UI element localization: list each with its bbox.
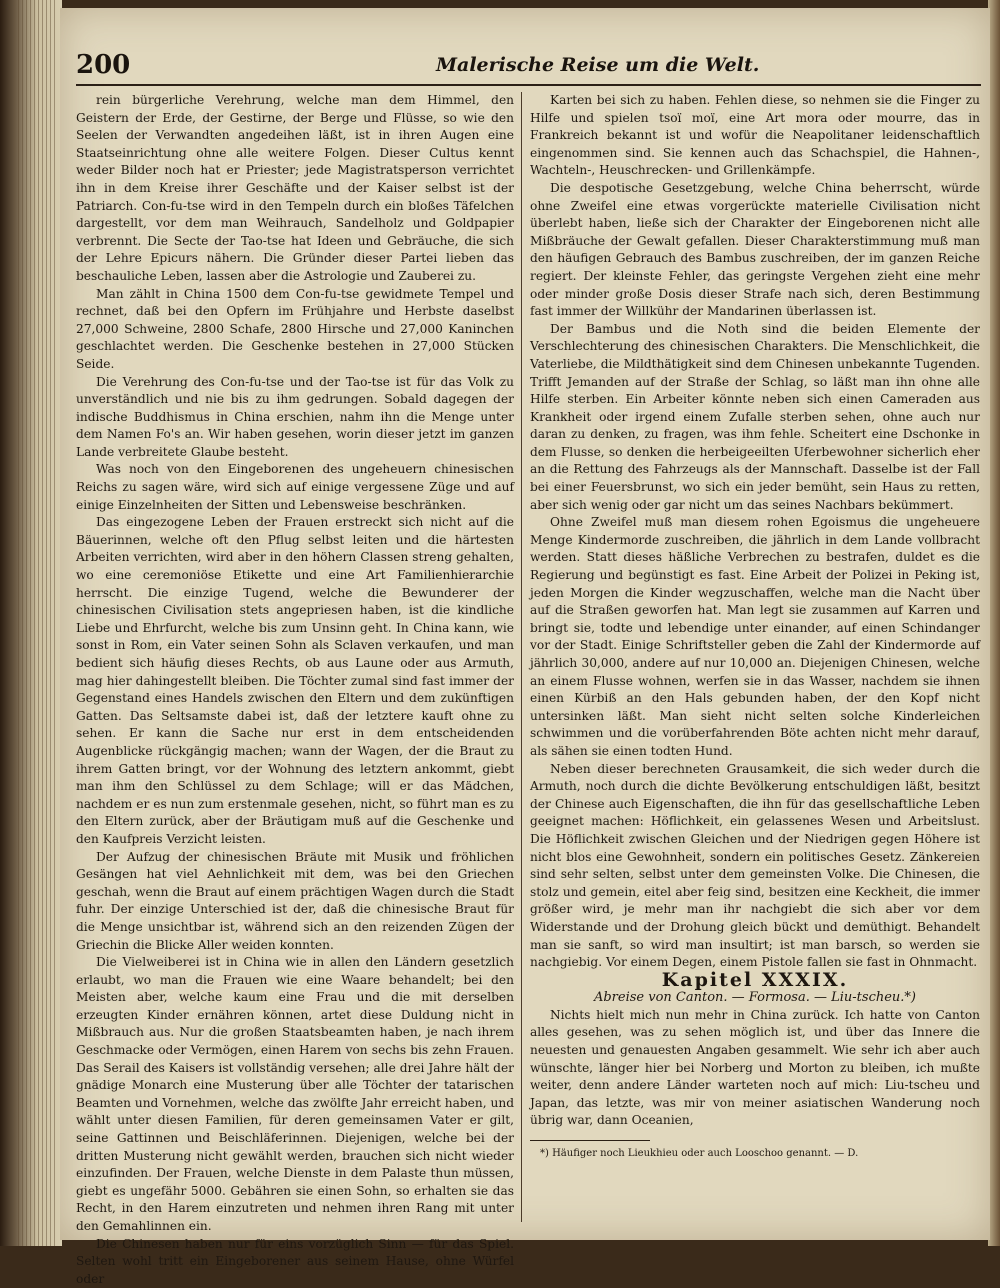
paragraph: Was noch von den Eingeborenen des ungeheuern chinesischen Reichs zu sagen wäre, wird sich auf einige vergessene Züge und auf einige Einzelnheiten der Sitten und Lebensweise beschränken.	[76, 462, 514, 512]
running-title: Malerische Reise um die Welt.	[436, 54, 760, 76]
paragraph: Neben dieser berechneten Grausamkeit, die sich weder durch die Armuth, noch durch die dichte Bevölkerung entschuldigen läßt, besitzt der Chinese auch Eigenschaften, die ihn für das gesellschaftliche Leben geeignet machen: Höflichkeit, ein gelassenes Wesen und Arbeitslust. Die Höflichkeit zwischen Gleichen und der Niedrigen gegen Höhere ist nicht blos eine Gewohnheit, sondern ein politisches Gesetz. Zänkereien sind sehr selten, selbst unter dem gemeinsten Volke. Die Chinesen, die stolz und gemein, eitel aber feig sind, besitzen eine Keckheit, die immer größer wird, je mehr man ihr nachgiebt die sich aber vor dem Widerstande und der Drohung gleich bückt und demüthigt. Behandelt man sie sanft, so wird man insultirt; ist man barsch, so werden sie nachgiebig. Vor einem Degen, einem Pistole fallen sie fast in Ohnmacht.	[530, 761, 980, 970]
paragraph: Die Verehrung des Con-fu-tse und der Tao-tse ist für das Volk zu unverständlich und nie bis zu ihm gedrungen. Sobald dagegen der indische Buddhismus in China erschien, nahm ihn die Menge unter dem Namen Fo's an. Wir haben gesehen, worin dieser jetzt im ganzen Lande verbreitete Glaube besteht.	[76, 374, 514, 459]
paragraph: Die Vielweiberei ist in China wie in allen den Ländern gesetzlich erlaubt, wo man die Frauen wie eine Waare behandelt; bei den Meisten aber, welche kaum eine Frau und die mit derselben erzeugten Kinder ernähren können, artet diese Duldung nicht in Mißbrauch aus. Nur die großen Staatsbeamten haben, je nach ihrem Geschmacke oder Vermögen, einen Harem von sechs bis zehn Frauen. Das Serail des Kaisers ist vollständig versehen; alle drei Jahre hält der gnädige Monarch eine Musterung über alle Töchter der tatarischen Beamten und Vornehmen, welche das zwölfte Jahr erreicht haben, und wählt unter diesen Familien, für deren gemeinsamen Vater er gilt, seine Gattinnen und Beischläferinnen. Diejenigen, welche bei der dritten Musterung nicht gewählt werden, brauchen sich nicht wieder einzufinden. Der Frauen, welche Dienste in dem Palaste thun müssen, giebt es ungefähr 5000. Gebähren sie einen Sohn, so erhalten sie das Recht, in den Harem einzutreten und nehmen ihren Rang mit unter den Gemahlinnen ein.	[76, 955, 514, 1233]
left-column	[76, 92, 514, 1286]
paragraph: Man zählt in China 1500 dem Con-fu-tse gewidmete Tempel und rechnet, daß bei den Opfern im Frühjahre und Herbste daselbst 27,000 Schweine, 2800 Schafe, 2800 Hirsche und 27,000 Kaninchen geschlachtet werden. Die Geschenke bestehen in 27,000 Stücken Seide.	[76, 286, 514, 371]
page-header	[76, 50, 981, 84]
paragraph: Die despotische Gesetzgebung, welche China beherrscht, würde ohne Zweifel eine etwas vorgerückte materielle Civilisation nicht überlebt haben, ließe sich der Charakter der Eingeborenen nicht alle Mißbräuche der Gewalt gefallen. Dieser Charakterstimmung muß man den häufigen Gebrauch des Bambus zuschreiben, der im ganzen Reiche regiert. Der kleinste Fehler, das geringste Vergehen zieht eine mehr oder minder große Dosis dieser Strafe nach sich, deren Bestimmung fast immer der Willkühr der Mandarinen überlassen ist.	[530, 180, 980, 319]
paragraph: Die Chinesen haben nur für eins vorzüglich Sinn — für das Spiel. Selten wohl tritt ein Eingeborener aus seinem Hause, ohne Würfel oder	[76, 1236, 514, 1286]
paragraph: Nichts hielt mich nun mehr in China zurück. Ich hatte von Canton alles gesehen, was zu sehen möglich ist, und über das Innere die neuesten und genauesten Angaben gesammelt. Wie sehr ich aber auch wünschte, länger hier bei Norberg und Morton zu bleiben, ich mußte weiter, denn andere Länder warteten noch auf mich: Liu-tscheu und Japan, das letzte, was mir von meiner asiatischen Wanderung noch übrig war, dann Oceanien,	[530, 1007, 980, 1128]
paragraph: Ohne Zweifel muß man diesem rohen Egoismus die ungeheuere Menge Kindermorde zuschreiben, die jährlich in dem Lande vollbracht werden. Statt dieses häßliche Verbrechen zu bestrafen, duldet es die Regierung und begünstigt es fast. Eine Arbeit der Polizei in Peking ist, jeden Morgen die Kinder wegzuschaffen, welche man die Nacht über auf die Straßen geworfen hat. Man legt sie zusammen auf Karren und bringt sie, todte und lebendige unter einander, auf einen Schindanger vor der Stadt. Einige Schriftsteller geben die Zahl der Kindermorde auf jährlich 30,000, andere auf nur 10,000 an. Diejenigen Chinesen, welche an einem Flusse wohnen, werfen sie in das Wasser, nachdem sie ihnen einen Kürbiß an den Hals gebunden haben, der den Kopf nicht untersinken läßt. Man sieht nicht selten solche Kinderleichen schwimmen und die vorüberfahrenden Böte achten nicht mehr darauf, als sähen sie einen todten Hund.	[530, 515, 980, 758]
paragraph: Das eingezogene Leben der Frauen erstreckt sich nicht auf die Bäuerinnen, welche oft den Pflug selbst leiten und die härtesten Arbeiten verrichten, wird aber in den höhern Classen streng gehalten, wo eine ceremoniöse Etikette und eine Art Familienhierarchie herrscht. Die einzige Tugend, welche die Bewunderer der chinesischen Civilisation stets angepriesen haben, ist die kindliche Liebe und Ehrfurcht, welche bis zum Unsinn geht. In China kann, wie sonst in Rom, ein Vater seinen Sohn als Sclaven verkaufen, und man bedient sich häufig dieses Rechts, ob aus Laune oder aus Armuth, mag hier dahingestellt bleiben. Die Töchter zumal sind fast immer der Gegenstand eines Handels zwischen den Eltern und dem zukünftigen Gatten. Das Seltsamste dabei ist, daß der letztere kauft ohne zu sehen. Er kann die Sache nur erst in dem entscheidenden Augenblicke rückgängig machen; wann der Wagen, der die Braut zu ihrem Gatten bringt, vor der Wohnung des letztern ankommt, giebt man ihm den Schlüssel zu dem Schlage; will er das Mädchen, nachdem er es nun zum erstenmale gesehen, nicht, so führt man es zu den Eltern zurück, aber der Bräutigam muß auf die Geschenke und den Kaufpreis Verzicht leisten.	[76, 515, 514, 846]
paragraph: rein bürgerliche Verehrung, welche man dem Himmel, den Geistern der Erde, der Gestirne, der Berge und Flüsse, so wie den Seelen der Verwandten angedeihen läßt, ist in ihren Augen eine Staatseinrichtung ohne alle weitere Folgen. Dieser Cultus kennt weder Bilder noch hat er Priester; jede Magistratsperson verrichtet ihn in dem Kreise ihrer Geschäfte und der Kaiser selbst ist der Patriarch. Con-fu-tse wird in den Tempeln durch ein bloßes Täfelchen dargestellt, vor dem man Weihrauch, Sandelholz und Goldpapier verbrennt. Die Secte der Tao-tse hat Ideen und Gebräuche, die sich der Lehre Epicurs nähern. Die Gründer dieser Partei lieben das beschauliche Leben, lassen aber die Astrologie und Zauberei zu.	[76, 93, 514, 283]
header-rule	[76, 84, 981, 86]
paragraph: Der Bambus und die Noth sind die beiden Elemente der Verschlechterung des chinesischen Charakters. Die Menschlichkeit, die Vaterliebe, die Mildthätigkeit sind dem Chinesen unbekannte Tugenden. Trifft Jemanden auf der Straße der Schlag, so läßt man ihn ohne alle Hilfe sterben. Ein Arbeiter könnte neben sich einen Cameraden aus Krankheit oder irgend einem Zufalle sterben sehen, ohne auch nur daran zu denken, zu fragen, was ihm fehle. Scheitert eine Dschonke in dem Flusse, so denken die herbeigeeilten Uferbewohner sicherlich eher an die Rettung des Fahrzeugs als der Mannschaft. Dasselbe ist der Fall bei einer Feuersbrunst, wo sich ein jeder bemüht, sein Haus zu retten, aber sich wenig oder gar nicht um das seines Nachbars bekümmert.	[530, 321, 980, 512]
footnote-rule	[530, 1140, 650, 1141]
column-divider	[521, 92, 522, 1222]
paragraph: Der Aufzug der chinesischen Bräute mit Musik und fröhlichen Gesängen hat viel Aehnlichkeit mit dem, was bei den Griechen geschah, wenn die Braut auf einem prächtigen Wagen durch die Stadt fuhr. Der einzige Unterschied ist der, daß die chinesische Braut für die Menge unsichtbar ist, während sich an den reizenden Zügen der Griechin die Blicke Aller weiden konnten.	[76, 849, 514, 952]
book-page	[60, 8, 990, 1286]
page-number: 200	[76, 50, 131, 80]
chapter-heading: Kapitel XXXIX.	[661, 968, 849, 991]
page-edges	[18, 0, 58, 1246]
paragraph: Karten bei sich zu haben. Fehlen diese, so nehmen sie die Finger zu Hilfe und spielen tsoï moï, eine Art mora oder mourre, das in Frankreich bekannt ist und wofür die Neapolitaner leidenschaftlich eingenommen sind. Sie kennen auch das Schachspiel, die Hahnen-, Wachteln-, Heuschrecken- und Grillenkämpfe.	[530, 93, 980, 178]
chapter-subtitle: Abreise von Canton. — Formosa. — Liu-tscheu.*)	[593, 990, 917, 1006]
right-column	[530, 92, 980, 1222]
footnote: *) Häufiger noch Lieukhieu oder auch Looschoo genannt. — D.	[540, 1148, 859, 1160]
